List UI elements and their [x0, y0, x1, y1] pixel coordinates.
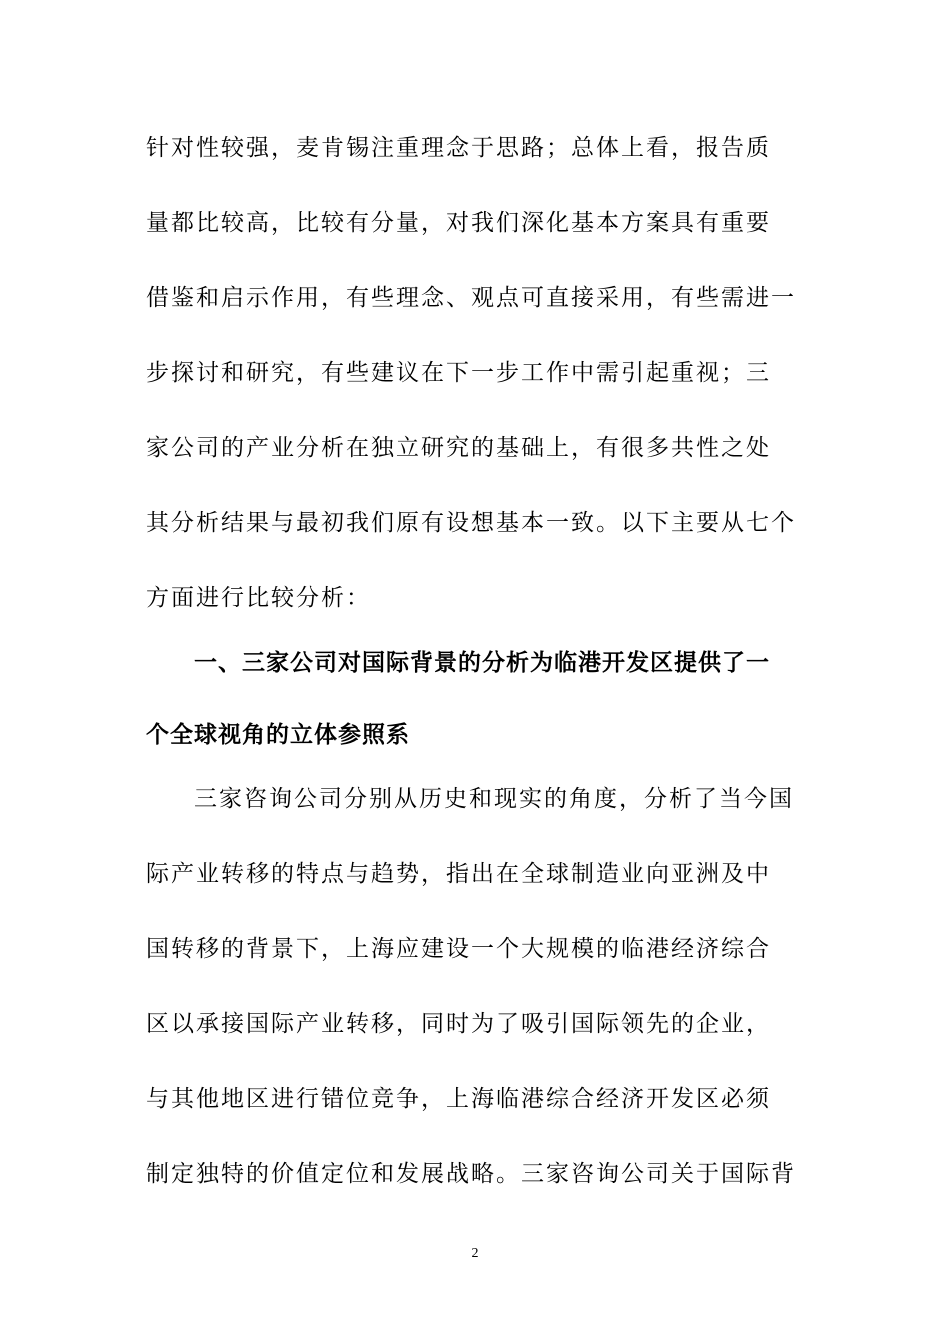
paragraph-line: 与其他地区进行错位竞争，上海临港综合经济开发区必须	[146, 1086, 771, 1112]
paragraph-line: 家公司的产业分析在独立研究的基础上，有很多共性之处	[146, 435, 771, 461]
section-heading: 一、三家公司对国际背景的分析为临港开发区提供了一	[194, 650, 770, 676]
paragraph-line: 量都比较高，比较有分量，对我们深化基本方案具有重要	[146, 210, 771, 236]
paragraph-line: 际产业转移的特点与趋势，指出在全球制造业向亚洲及中	[146, 861, 771, 887]
paragraph-line: 借鉴和启示作用，有些理念、观点可直接采用，有些需进一	[146, 285, 796, 311]
paragraph-line: 制定独特的价值定位和发展战略。三家咨询公司关于国际背	[146, 1161, 796, 1187]
paragraph-line: 三家咨询公司分别从历史和现实的角度，分析了当今国	[194, 786, 794, 812]
paragraph-line: 步探讨和研究，有些建议在下一步工作中需引起重视；三	[146, 360, 771, 386]
section-heading: 个全球视角的立体参照系	[146, 722, 410, 748]
paragraph-line: 国转移的背景下，上海应建设一个大规模的临港经济综合	[146, 936, 771, 962]
paragraph-line: 区以承接国际产业转移，同时为了吸引国际领先的企业，	[146, 1011, 771, 1037]
paragraph-line: 其分析结果与最初我们原有设想基本一致。以下主要从七个	[146, 510, 796, 536]
page-number: 2	[471, 1246, 479, 1261]
paragraph-line: 方面进行比较分析：	[146, 585, 371, 611]
paragraph-line: 针对性较强，麦肯锡注重理念于思路；总体上看，报告质	[146, 135, 771, 161]
